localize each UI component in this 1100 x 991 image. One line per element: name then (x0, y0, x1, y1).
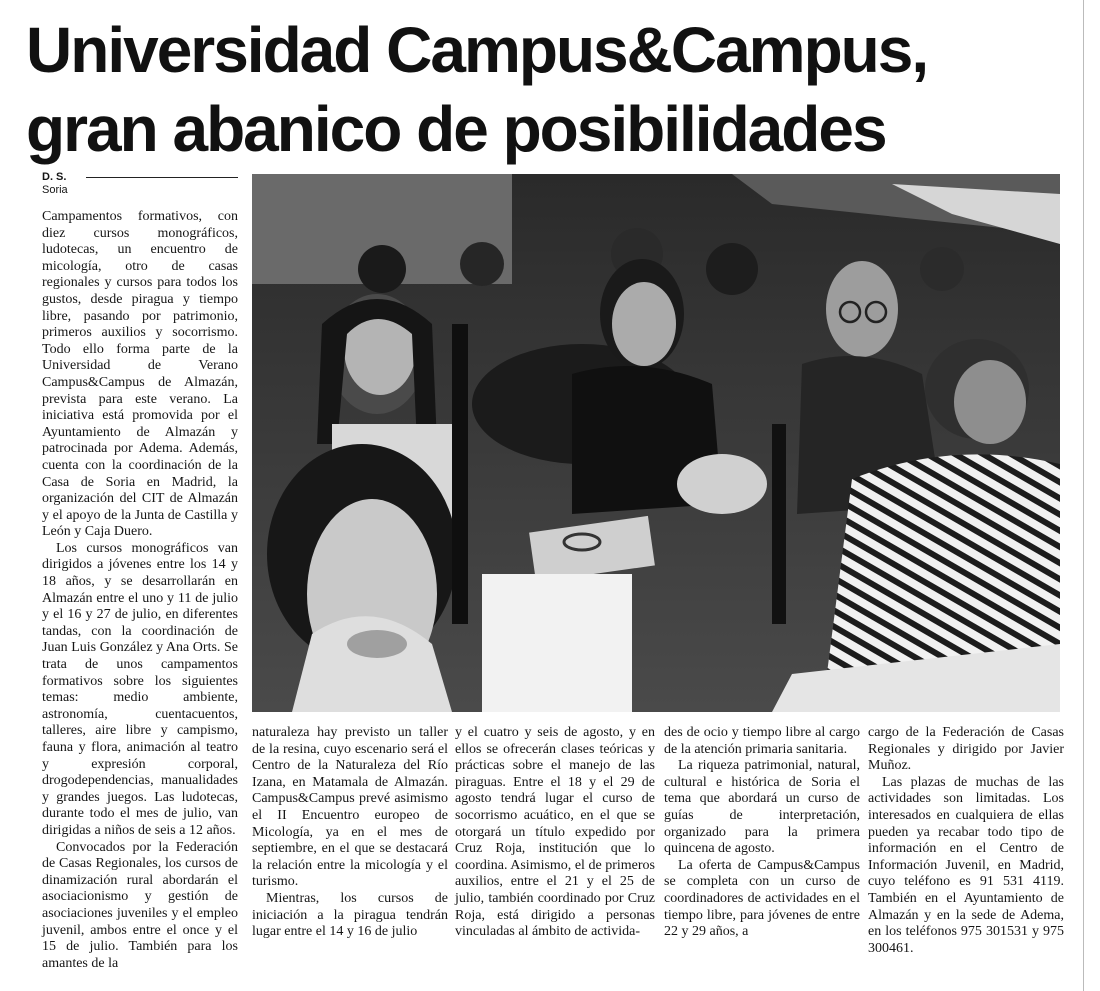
article-column-3 (455, 725, 655, 941)
paragraph: La oferta de Campus&Campus se completa con un curso de coordinadores de actividades en el tiempo libre, para jóvenes de entre 22 y 29 años, a (664, 857, 860, 940)
paragraph: cargo de la Federación de Casas Regionales y dirigido por Javier Muñoz. (868, 725, 1064, 774)
byline-rule (86, 177, 238, 184)
byline-author: D. S. (42, 171, 67, 183)
page-edge (1083, 0, 1084, 991)
article-photo (252, 174, 1060, 712)
paragraph: des de ocio y tiempo libre al cargo de la atención primaria sanitaria. (664, 725, 860, 757)
article-column-5 (868, 725, 1064, 957)
article-column-2 (252, 725, 448, 941)
byline (42, 171, 238, 196)
paragraph: Convocados por la Federación de Casas Regionales, los cursos de dinamización rural abordarán el asociacionismo y gestión de asociaciones juveniles y el empleo juvenil, ambos entre el once y el 15 de julio. También para los amantes de la (42, 839, 238, 971)
paragraph: Las plazas de muchas de las actividades son limitadas. Los interesados en cualquiera de ellas pueden ya recabar todo tipo de información en el Centro de Información Juvenil, en Madrid, cuyo teléfono es 91 531 4119. También en el Ayuntamiento de Almazán y en la sede de Adema, en los teléfonos 975 301531 y 975 300461. (868, 774, 1064, 956)
article-column-1 (42, 209, 238, 972)
paragraph: Campamentos formativos, con diez cursos monográficos, ludotecas, un encuentro de micología, otro de casas regionales y cursos para todos los gustos, desde piragua y tiempo libre, pasando por patrimonio, primeros auxilios y socorrismo. Todo ello forma parte de la Universidad de Verano Campus&Campus de Almazán, prevista para este verano. La iniciativa está promovida por el Ayuntamiento de Almazán y patrocinada por Adema. Además, cuenta con la coordinación de la Casa de Soria en Madrid, la organización del CIT de Almazán y el apoyo de la Junta de Castilla y León y Caja Duero. (42, 209, 238, 540)
paragraph: naturaleza hay previsto un taller de la resina, cuyo escenario será el Centro de la Naturaleza del Río Izana, en Matamala de Almazán. Campus&Campus prevé asimismo el II Encuentro europeo de Micología, ya en el mes de septiembre, en el que se destacará la relación entre la micología y el turismo. (252, 725, 448, 890)
paragraph: y el cuatro y seis de agosto, y en ellos se ofrecerán clases teóricas y prácticas sobre el manejo de las piraguas. Entre el 18 y el 29 de agosto tendrá lugar el curso de socorrismo acuático, en el que se otorgará un título expedido por Cruz Roja, institución que lo coordina. Asimismo, el de primeros auxilios, entre el 21 y el 25 de julio, también coordinado por Cruz Roja, está dirigido a personas vinculadas al ámbito de activida- (455, 725, 655, 940)
article-column-4 (664, 725, 860, 941)
paragraph: Los cursos monográficos van dirigidos a jóvenes entre los 14 y 18 años, y se desarrollarán en Almazán entre el uno y 11 de julio y el 16 y 27 de julio, en diferentes tandas, con la coordinación de Juan Luis González y Ana Orts. Se trata de unos campamentos formativos sobre los siguientes temas: medio ambiente, astronomía, cuentacuentos, talleres, aire libre y campismo, fauna y flora, animación al teatro y expresión corporal, drogodependencias, manualidades y grandes juegos. Las ludotecas, durante todo el mes de julio, van dirigidas a niños de seis a 12 años. (42, 540, 238, 838)
headline-line-1: Universidad Campus&Campus, (26, 14, 928, 86)
headline-line-2: gran abanico de posibilidades (26, 93, 886, 165)
photo-students-in-classroom-icon (252, 174, 1060, 712)
paragraph: La riqueza patrimonial, natural, cultural e histórica de Soria el tema que abordará un curso de guías de interpretación, organizado para la primera quincena de agosto. (664, 758, 860, 857)
byline-place: Soria (42, 184, 68, 196)
paragraph: Mientras, los cursos de iniciación a la piragua tendrán lugar entre el 14 y 16 de julio (252, 890, 448, 940)
